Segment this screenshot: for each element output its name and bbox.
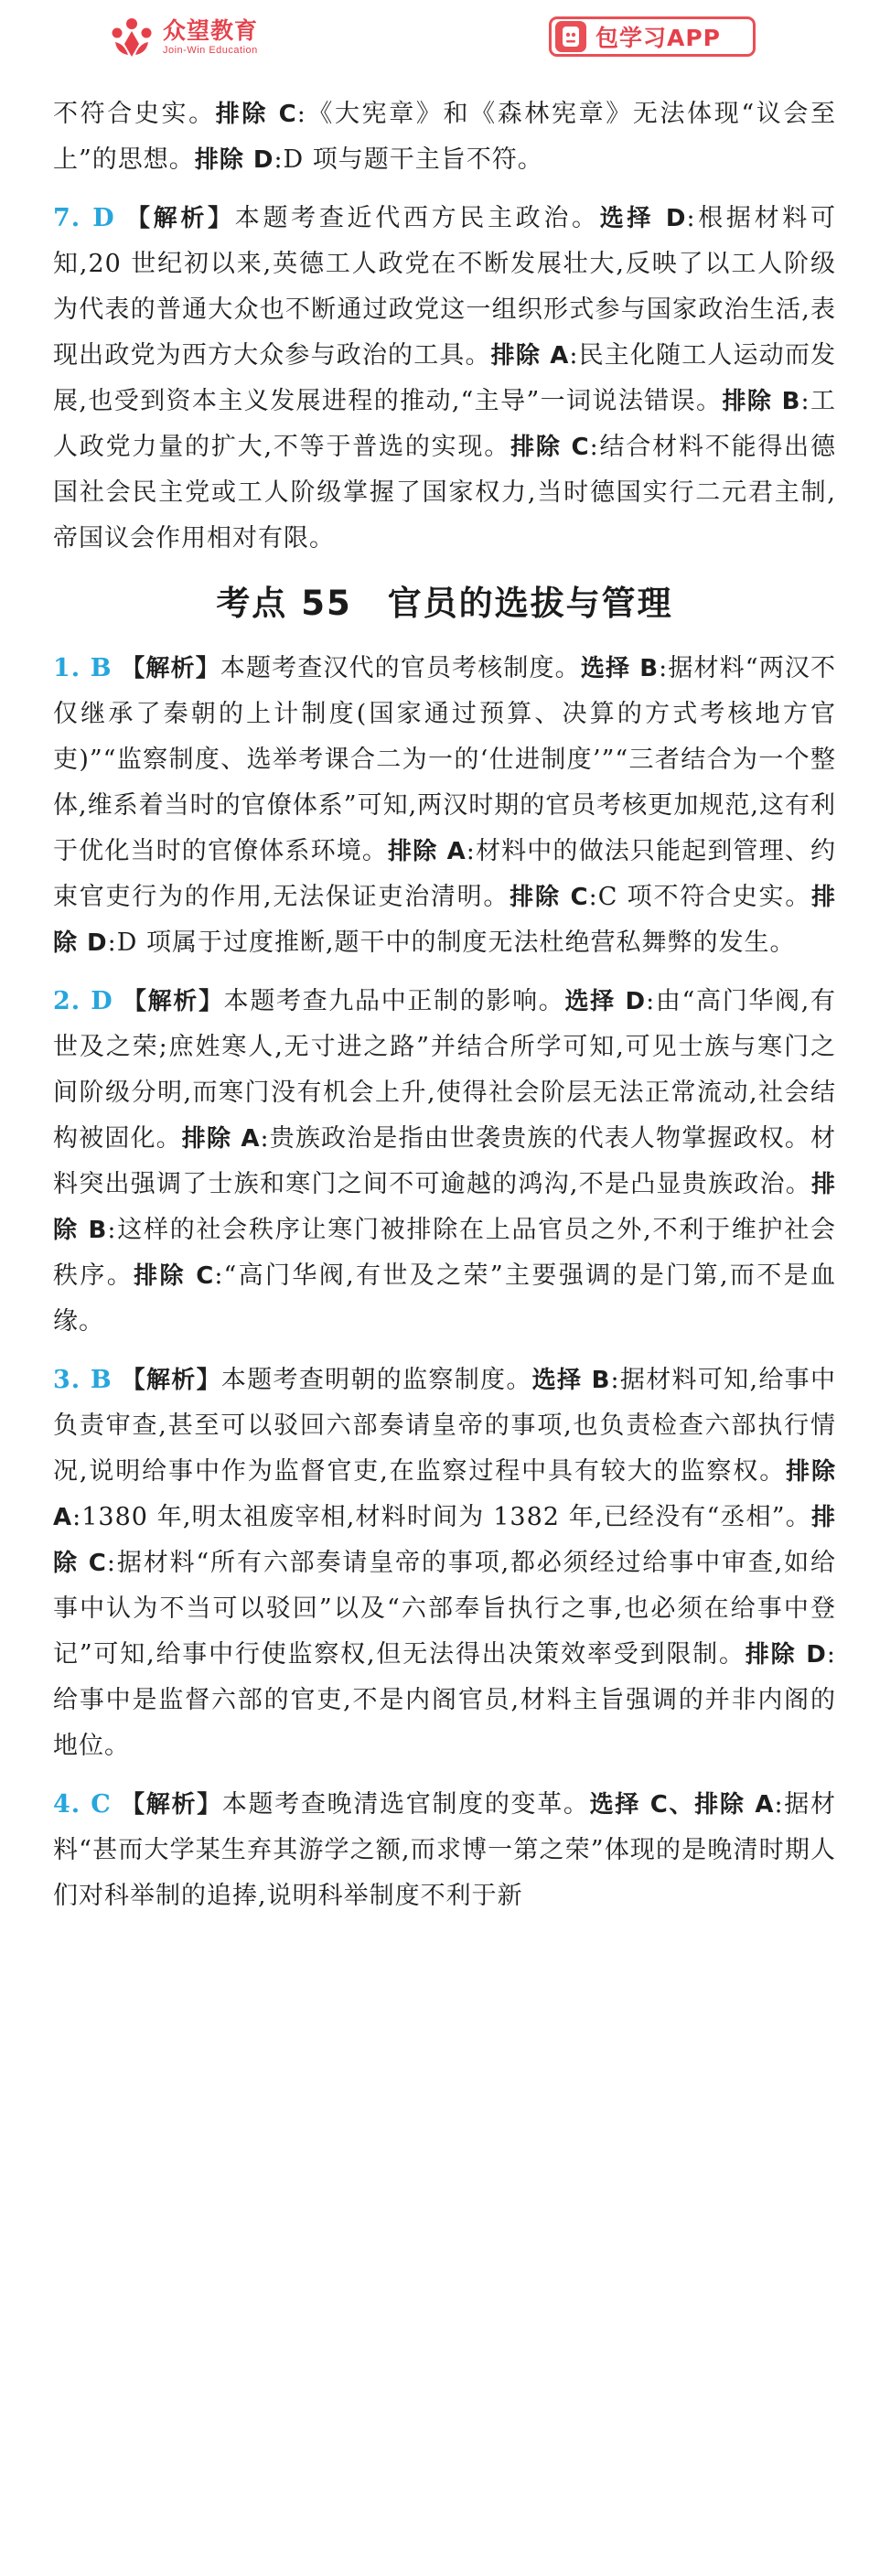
answer-number: 4. C	[53, 1790, 112, 1819]
brand-logo-icon	[108, 16, 156, 59]
app-logo-icon	[555, 21, 586, 52]
answer-item-3: 3. B 【解析】本题考查明朝的监察制度。选择 B:据材料可知,给事中负责审查,甚至可以驳回六部奏请皇帝的事项,也负责检查六部执行情况,说明给事中作为监督官吏,在监察过程中具有较大的监察权。排除 A:1380 年,明太祖废宰相,材料时间为 1382 年,已经没有“丞相”。排除 C:据材料“所有六部奏请皇帝的事项,都必须经过给事中审查,如给事中认为不当可以驳回”以及“六部奉旨执行之事,也必须在给事中登记”可知,给事中行使监察权,但无法得出决策效率受到限制。排除 D:给事中是监督六部的官吏,不是内阁官员,材料主旨强调的并非内阁的地位。	[53, 1366, 837, 1760]
answer-item-7: 7. D 【解析】本题考查近代西方民主政治。选择 D:根据材料可知,20 世纪初以来,英德工人政党在不断发展壮大,反映了以工人阶级为代表的普通大众也不断通过政党这一组织形式参与国家政治生活,表现出政党为西方大众参与政治的工具。排除 A:民主化随工人运动而发展,也受到资本主义发展进程的推动,“主导”一词说法错误。排除 B:工人政党力量的扩大,不等于普选的实现。排除 C:结合材料不能得出德国社会民主党或工人阶级掌握了国家权力,当时德国实行二元君主制,帝国议会作用相对有限。	[53, 204, 836, 553]
section-title: 考点 55 官员的选拔与管理	[216, 584, 673, 623]
carryover-paragraph: 不符合史实。排除 C:《大宪章》和《森林宪章》无法体现“议会至上”的思想。排除 D:D 项与题干主旨不符。	[53, 100, 836, 174]
brand-logo	[108, 16, 258, 59]
app-label: 包学习APP	[595, 25, 721, 51]
answer-number: 7. D	[53, 204, 115, 232]
answer-number: 1. B	[53, 654, 113, 682]
app-badge	[549, 16, 756, 57]
answer-item-2: 2. D 【解析】本题考查九品中正制的影响。选择 D:由“高门华阀,有世及之荣;庶姓寒人,无寸进之路”并结合所学可知,可见士族与寒门之间阶级分明,而寒门没有机会上升,使得社会阶层无法正常流动,社会结构被固化。排除 A:贵族政治是指由世袭贵族的代表人物掌握政权。材料突出强调了士族和寒门之间不可逾越的鸿沟,不是凸显贵族政治。排除 B:这样的社会秩序让寒门被排除在上品官员之外,不利于维护社会秩序。排除 C:“高门华阀,有世及之荣”主要强调的是门第,而不是血缘。	[53, 987, 836, 1336]
answer-item-4: 4. C 【解析】本题考查晚清选官制度的变革。选择 C、排除 A:据材料“甚而大学某生弃其游学之额,而求博一第之荣”体现的是晚清时期人们对科举制的追捧,说明科举制度不利于新	[53, 1790, 836, 1910]
answer-number: 2. D	[53, 987, 113, 1015]
answer-number: 3. B	[53, 1366, 113, 1394]
brand-name: 众望教育	[163, 17, 259, 44]
page-header	[0, 0, 869, 79]
answer-content	[53, 91, 836, 1919]
brand-name-en: Join-Win Education	[163, 45, 258, 56]
answer-item-1: 1. B 【解析】本题考查汉代的官员考核制度。选择 B:据材料“两汉不仅继承了秦朝的上计制度(国家通过预算、决算的方式考核地方官吏)”“监察制度、选举考课合二为一的‘仕进制度’”“三者结合为一个整体,维系着当时的官僚体系”可知,两汉时期的官员考核更加规范,这有利于优化当时的官僚体系环境。排除 A:材料中的做法只能起到管理、约束官吏行为的作用,无法保证吏治清明。排除 C:C 项不符合史实。排除 D:D 项属于过度推断,题干中的制度无法杜绝营私舞弊的发生。	[53, 654, 836, 957]
